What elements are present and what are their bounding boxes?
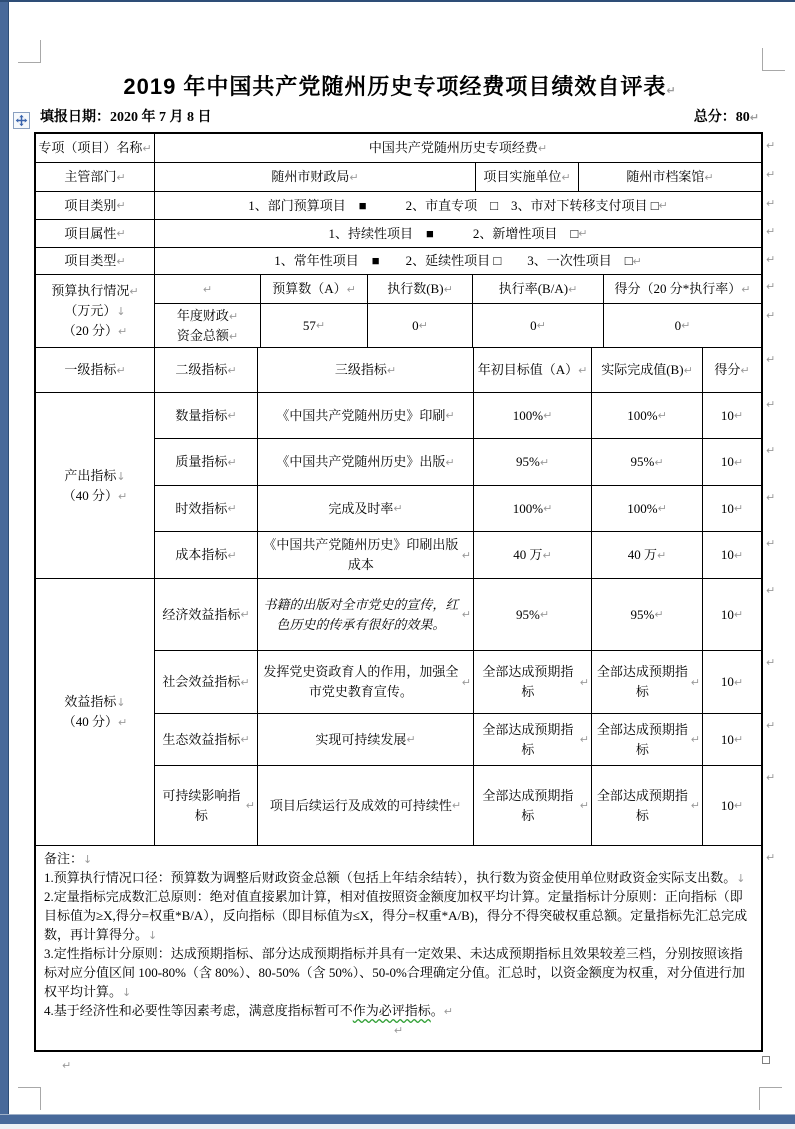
target-cell: 全部达成预期指标 ↵ (474, 651, 592, 714)
header-score: 得分 ↵ (703, 348, 761, 393)
level2-cell: 质量指标 ↵ (155, 439, 258, 486)
budget-empty-cell: ↵ (155, 275, 261, 304)
budget-sub-label-line: 年度财政↵ (176, 307, 239, 323)
level3-cell: 完成及时率 ↵ (258, 486, 474, 532)
score-cell: 10 ↵ (703, 486, 761, 532)
notes-item-4-spellcheck-underline: 作为必评指标 (352, 1003, 431, 1018)
budget-header-b: 执行数(B) ↵ (368, 275, 473, 304)
budget-header-row (155, 275, 776, 304)
level3-cell: 《中国共产党随州历史》印刷 ↵ (258, 393, 474, 439)
header-target: 年初目标值（A） ↵ (474, 348, 592, 393)
score-cell: 10 ↵ (703, 579, 761, 651)
level3-cell: 发挥党史资政育人的作用，加强全市党史教育宣传。 ↵ (258, 651, 474, 714)
table-move-handle[interactable] (13, 112, 30, 129)
budget-header-a: 预算数（A） ↵ (261, 275, 368, 304)
level2-cell: 生态效益指标 ↵ (155, 714, 258, 766)
project-name-label: 专项（项目）名称 ↵ (36, 134, 155, 163)
margin-crop-mark-top-right (762, 48, 785, 71)
row-end-mark: ↵ (766, 719, 776, 732)
notes-item-4 (44, 1001, 753, 1020)
row-end-mark: ↵ (766, 444, 776, 457)
impl-unit-label: 项目实施单位 ↵ (476, 163, 579, 192)
output-group-label (36, 393, 155, 579)
score-cell: 10 ↵ (703, 532, 761, 579)
indicator-row-timeliness (155, 486, 776, 532)
notes-trailing-paragraph-mark: ↵ (393, 1024, 404, 1037)
window-below-area (0, 1124, 795, 1129)
notes-item-3: 3.定性指标计分原则：达成预期指标、部分达成预期指标并具有一定效果、未达成预期指标且效果较差三档，分别按照该指标对应分值区间 100-80%（含 80%）、80-50%（含 50%）、50-0%合理确定分值。汇总时，以资金额度为权重，对分值进行加权平均计算。↓ (44, 946, 745, 999)
margin-crop-mark-bottom-right (759, 1087, 782, 1110)
total-score-label: 总分：80↵ (693, 110, 759, 125)
level3-cell: 《中国共产党随州历史》印刷出版成本 ↵ (258, 532, 474, 579)
budget-values-row (155, 304, 776, 348)
budget-label-line: 预算执行情况↵ (51, 283, 139, 298)
table-row-attribute (36, 220, 776, 248)
budget-row-label (36, 275, 155, 348)
dept-label: 主管部门 ↵ (36, 163, 155, 192)
window-left-edge (0, 0, 8, 1129)
budget-value-b: 0 ↵ (368, 304, 473, 348)
score-cell: 10 ↵ (703, 714, 761, 766)
level2-cell: 成本指标 ↵ (155, 532, 258, 579)
header-level1: 一级指标 ↵ (36, 348, 155, 393)
level2-cell: 经济效益指标 ↵ (155, 579, 258, 651)
benefit-group-label-line: 效益指标↓ (64, 694, 126, 709)
indicator-row-economic (155, 579, 776, 651)
row-end-mark: ↵ (766, 537, 776, 550)
margin-crop-mark-top-left (18, 40, 41, 63)
row-end-mark: ↵ (766, 280, 776, 293)
row-end-mark: ↵ (766, 225, 776, 238)
score-cell: 10 ↵ (703, 766, 761, 846)
window-bottom-edge (0, 1115, 795, 1124)
dept-value: 随州市财政局 ↵ (155, 163, 476, 192)
actual-cell: 100% ↵ (592, 486, 703, 532)
budget-value-score: 0 ↵ (604, 304, 761, 348)
page-title: 2019 年中国共产党随州历史专项经费项目绩效自评表↵ (123, 74, 677, 99)
actual-cell: 100% ↵ (592, 393, 703, 439)
notes-item-4-end: 。↵ (430, 1003, 454, 1018)
score-cell: 10 ↵ (703, 393, 761, 439)
target-cell: 95% ↵ (474, 439, 592, 486)
type-label: 项目类型 ↵ (36, 248, 155, 275)
actual-cell: 95% ↵ (592, 579, 703, 651)
row-end-mark: ↵ (766, 139, 776, 152)
level2-cell: 时效指标 ↵ (155, 486, 258, 532)
actual-cell: 40 万 ↵ (592, 532, 703, 579)
table-row-category (36, 192, 776, 220)
fill-date-label: 填报日期：2020 年 7 月 8 日 (40, 110, 212, 125)
indicator-row-sustainability (155, 766, 776, 846)
row-end-mark: ↵ (766, 656, 776, 669)
table-row-project-name (36, 134, 776, 163)
level2-cell: 可持续影响指标 ↵ (155, 766, 258, 846)
header-level2: 二级指标 ↵ (155, 348, 258, 393)
benefit-group-label-line: （40 分）↵ (62, 714, 128, 729)
actual-cell: 95% ↵ (592, 439, 703, 486)
target-cell: 95% ↵ (474, 579, 592, 651)
target-cell: 100% ↵ (474, 393, 592, 439)
level3-cell: 项目后续运行及成效的可持续性 ↵ (258, 766, 474, 846)
budget-value-a: 57 ↵ (261, 304, 368, 348)
row-end-mark: ↵ (766, 398, 776, 411)
budget-sub-label-line: 资金总额↵ (176, 327, 239, 343)
notes-item-2: 2.定量指标完成数汇总原则：绝对值直接累加计算，相对值按照资金额度加权平均计算。定量指标计分原则：正向指标（即目标值为≥X,得分=权重*B/A），反向指标（即目标值为≤X，得分=权重*A/B)，得分不得突破权重总额。定量指标先汇总完成数，再计算得分。↓ (44, 889, 748, 942)
category-label: 项目类别 ↵ (36, 192, 155, 220)
row-end-mark: ↵ (766, 353, 776, 366)
indicator-row-quantity (155, 393, 776, 439)
window-top-edge (0, 0, 795, 2)
row-end-mark: ↵ (766, 771, 776, 784)
output-group-label-line: 产出指标↓ (64, 467, 126, 483)
notes-item-4-text: 4.基于经济性和必要性等因素考虑，满意度指标暂可不 (44, 1003, 353, 1018)
row-end-mark: ↵ (766, 168, 776, 181)
score-cell: 10 ↵ (703, 651, 761, 714)
move-arrows-icon (15, 114, 28, 127)
indicator-row-quality (155, 439, 776, 486)
budget-section (36, 275, 776, 348)
target-cell: 100% ↵ (474, 486, 592, 532)
actual-cell: 全部达成预期指标 ↵ (592, 766, 703, 846)
budget-label-line: （万元）↓ (64, 303, 126, 318)
target-cell: 40 万 ↵ (474, 532, 592, 579)
budget-value-rate: 0 ↵ (473, 304, 604, 348)
notes-row (36, 846, 776, 1050)
level2-cell: 数量指标 ↵ (155, 393, 258, 439)
row-end-mark: ↵ (766, 584, 776, 597)
benefit-group-label (36, 579, 155, 846)
level2-cell: 社会效益指标 ↵ (155, 651, 258, 714)
budget-header-rate: 执行率(B/A) ↵ (473, 275, 604, 304)
category-checkboxes: 1、部门预算项目 ■ 2、市直专项 □ 3、市对下转移支付项目 □ ↵ (155, 192, 761, 220)
project-name-value: 中国共产党随州历史专项经费 ↵ (155, 134, 761, 163)
row-end-mark: ↵ (766, 491, 776, 504)
header-actual: 实际完成值(B) ↵ (592, 348, 703, 393)
header-level3: 三级指标 ↵ (258, 348, 474, 393)
attribute-checkboxes: 1、持续性项目 ■ 2、新增性项目 □ ↵ (155, 220, 761, 248)
evaluation-table (34, 132, 776, 1052)
score-cell: 10 ↵ (703, 439, 761, 486)
indicator-header-row (36, 348, 776, 393)
notes-cell (36, 846, 761, 1050)
benefit-indicator-section (36, 579, 776, 846)
row-end-mark: ↵ (766, 197, 776, 210)
level3-cell: 书籍的出版对全市党史的宣传，红色历史的传承有很好的效果。 ↵ (258, 579, 474, 651)
row-end-mark: ↵ (766, 851, 776, 864)
page-left-border (8, 0, 9, 1117)
indicator-row-ecological (155, 714, 776, 766)
type-checkboxes: 1、常年性项目 ■ 2、延续性项目 □ 3、一次性项目 □ ↵ (155, 248, 761, 275)
output-indicator-section (36, 393, 776, 579)
budget-sub-label (155, 304, 261, 348)
budget-label-line: （20 分）↵ (62, 323, 128, 338)
budget-header-score: 得分（20 分*执行率） ↵ (604, 275, 761, 304)
level3-cell: 实现可持续发展 ↵ (258, 714, 474, 766)
actual-cell: 全部达成预期指标 ↵ (592, 714, 703, 766)
notes-heading: 备注：↓ (44, 851, 93, 866)
indicator-row-social (155, 651, 776, 714)
after-table-paragraph-mark: ↵ (62, 1059, 72, 1072)
table-resize-handle[interactable] (762, 1056, 770, 1064)
target-cell: 全部达成预期指标 ↵ (474, 714, 592, 766)
actual-cell: 全部达成预期指标 ↵ (592, 651, 703, 714)
impl-unit-value: 随州市档案馆 ↵ (579, 163, 761, 192)
margin-crop-mark-bottom-left (18, 1087, 41, 1110)
attribute-label: 项目属性 ↵ (36, 220, 155, 248)
table-row-type (36, 248, 776, 275)
row-end-mark: ↵ (766, 309, 776, 322)
table-row-departments (36, 163, 776, 192)
output-group-label-line: （40 分）↵ (62, 487, 128, 503)
target-cell: 全部达成预期指标 ↵ (474, 766, 592, 846)
indicator-row-cost (155, 532, 776, 579)
notes-item-1: 1.预算执行情况口径：预算数为调整后财政资金总额（包括上年结余结转），执行数为资金使用单位财政资金实际支出数。↓ (44, 870, 746, 885)
row-end-mark: ↵ (766, 253, 776, 266)
level3-cell: 《中国共产党随州历史》出版 ↵ (258, 439, 474, 486)
